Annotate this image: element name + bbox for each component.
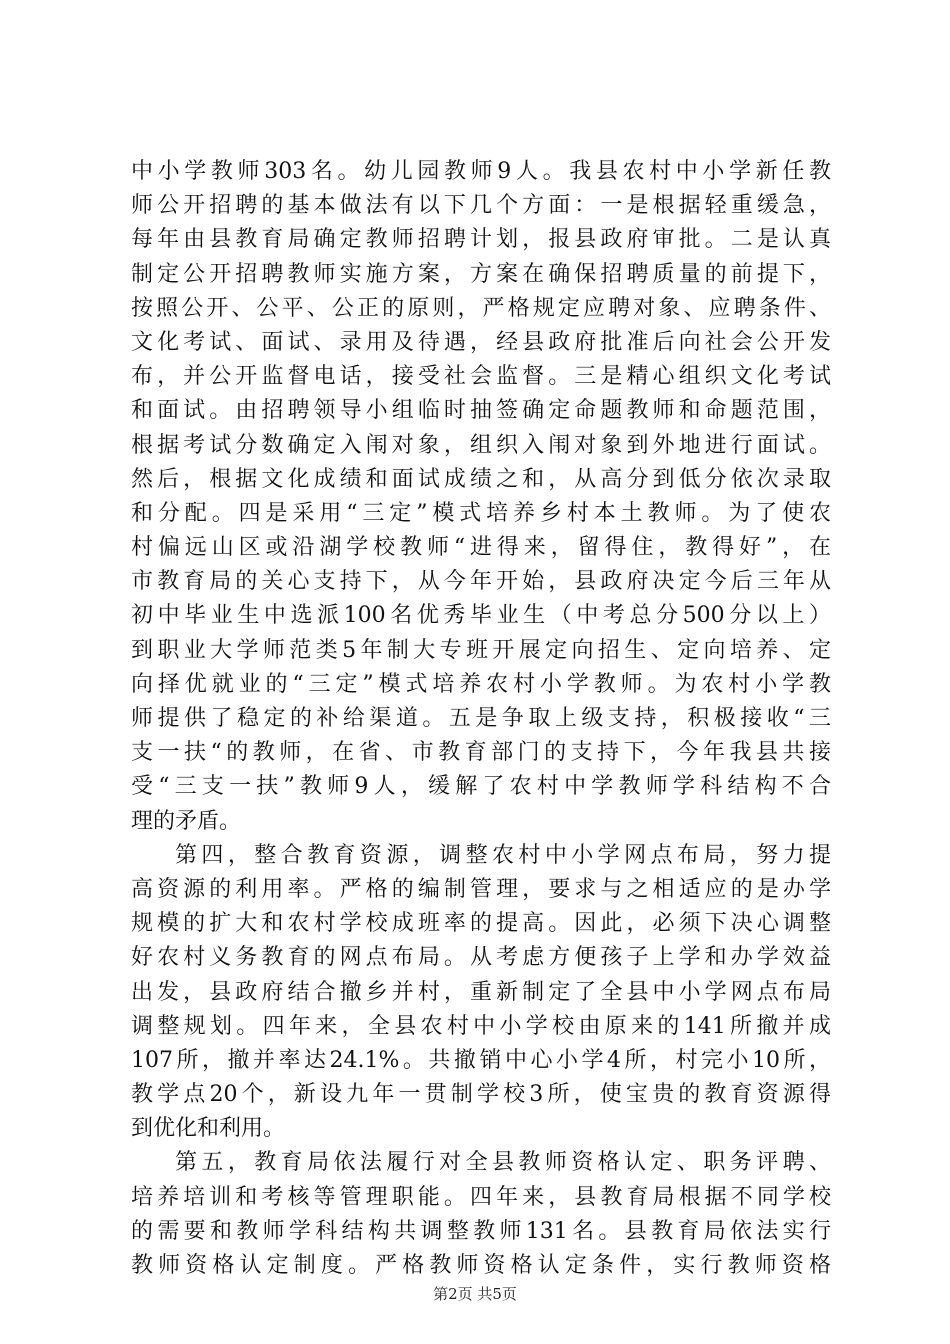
text-line: 教师资格认定制度。严格教师资格认定条件，实行教师资格: [131, 1253, 831, 1278]
text-line: 师公开招聘的基本做法有以下几个方面：一是根据轻重缓急，: [131, 193, 831, 219]
document-body: [131, 155, 831, 1283]
text-line: 村偏远山区或沿湖学校教师“进得来，留得住，教得好”，在: [131, 535, 831, 561]
text-line: 支一扶“的教师，在省、市教育部门的支持下，今年我县共接: [131, 740, 831, 766]
text-line: 出发，县政府结合撤乡并村，重新制定了全县中小学网点布局: [131, 979, 831, 1005]
text-line: 到职业大学师范类5年制大专班开展定向招生、定向培养、定: [131, 637, 831, 663]
text-line: 市教育局的关心支持下，从今年开始，县政府决定今后三年从: [131, 569, 831, 595]
text-line: 布，并公开监督电话，接受社会监督。三是精心组织文化考试: [131, 364, 831, 390]
text-line: 师提供了稳定的补给渠道。五是争取上级支持，积极接收“三: [131, 706, 831, 731]
text-line: 中小学教师303名。幼儿园教师9人。我县农村中小学新任教: [131, 159, 831, 184]
text-line: 和分配。四是采用“三定”模式培养乡村本土教师。为了使农: [131, 500, 831, 526]
text-line: 制定公开招聘教师实施方案，方案在确保招聘质量的前提下，: [131, 261, 831, 287]
text-line: 培养培训和考核等管理职能。四年来，县教育局根据不同学校: [131, 1184, 831, 1210]
text-line: 到优化和利用。: [131, 1116, 286, 1142]
text-line: 教学点20个，新设九年一贯制学校3所，使宝贵的教育资源得: [131, 1082, 831, 1108]
paragraph-start-line: 第四，整合教育资源，调整农村中小学网点布局，努力提: [175, 842, 831, 868]
text-line: 按照公开、公平、公正的原则，严格规定应聘对象、应聘条件、: [131, 295, 831, 321]
paragraph-start-line: 第五，教育局依法履行对全县教师资格认定、职务评聘、: [175, 1150, 831, 1176]
text-line: 107所，撤并率达24.1%。共撤销中心小学4所，村完小10所，: [131, 1047, 831, 1073]
text-line: 文化考试、面试、录用及待遇，经县政府批准后向社会公开发: [131, 329, 831, 355]
text-line: 好农村义务教育的网点布局。从考虑方便孩子上学和办学效益: [131, 945, 831, 971]
text-line: 初中毕业生中选派100名优秀毕业生（中考总分500分以上）: [131, 603, 831, 629]
text-line: 向择优就业的“三定”模式培养农村小学教师。为农村小学教: [131, 671, 831, 697]
page-number-footer: 第2页 共5页: [433, 1285, 517, 1303]
text-line: 的需要和教师学科结构共调整教师131名。县教育局依法实行: [131, 1218, 831, 1244]
text-line: 受“三支一扶”教师9人，缓解了农村中学教师学科结构不合: [131, 774, 831, 800]
text-line: 每年由县教育局确定教师招聘计划，报县政府审批。二是认真: [131, 227, 831, 253]
text-line: 和面试。由招聘领导小组临时抽签确定命题教师和命题范围，: [131, 398, 831, 424]
text-line: 然后，根据文化成绩和面试成绩之和，从高分到低分依次录取: [131, 466, 831, 492]
text-line: 规模的扩大和农村学校成班率的提高。因此，必须下决心调整: [131, 911, 831, 937]
text-line: 根据考试分数确定入闱对象，组织入闱对象到外地进行面试。: [131, 432, 831, 458]
text-line: 理的矛盾。: [131, 808, 242, 834]
text-line: 高资源的利用率。严格的编制管理，要求与之相适应的是办学: [131, 876, 831, 902]
text-line: 调整规划。四年来，全县农村中小学校由原来的141所撤并成: [131, 1013, 831, 1039]
